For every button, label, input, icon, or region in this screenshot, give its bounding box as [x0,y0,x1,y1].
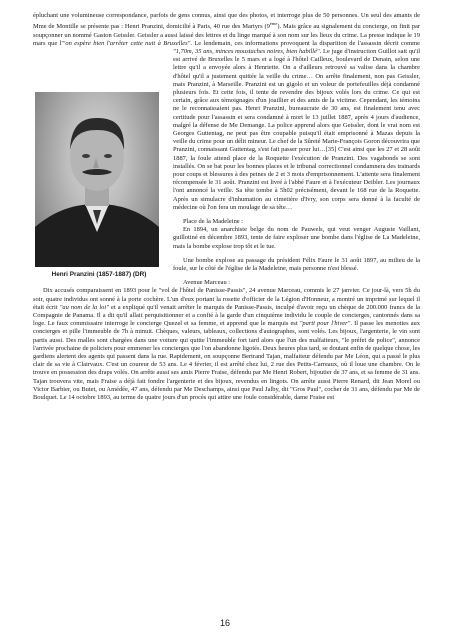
page-number: 16 [219,618,230,628]
text-run: . Le lendemain, ces informations provoquent la disparition de l'assassin décrit comme [190,39,420,47]
paragraph-marceau [33,287,420,402]
text-run: . Il passe les menottes aux concierges et pille l'immeuble de 7h à minuit. Chèques, valeurs, tableaux, collections d'autographes, sont volés. Les bijoux, l'argenterie, le vin sont partis aussi. Des malles sont chargées dans une voiture qui quitte l'immeuble fort tard alors que l'un des malfaiteurs, "le préfet de police", annonce l'arrivée prochaine de policiers pour emmener les concierges que l'on abandonne ligotés. Deux heures plus tard, se doutant enfin de quelque chose, les gardiens alertent des agents qui passent dans la rue. Rapidement, on soupçonne Bertrand Tajan, malfaiteur défendu par Me Léon, qui a passé le plus clair de sa vie à Clairvaux. C'est un coureur de 53 ans. Le 4 février, il est arrêté chez lui, 2 rue des Petits-Carreaux, où il loue une chambre. On le trouve en possession des draps volés. On arrête aussi ses amis Pierre Fraise, défendu par Me Henri Robert, bijoutier de 37 ans, et sa femme de 31 ans. Tajan trouvera vite, mais Fraise a déjà fait fondre l'argenterie et des bijoux, revendus en lingots. On arrête aussi Pierre Renard, dit Jean Morel ou Victor Barbier, ou Butet, ou Amédée, 47 ans, défendu par Me Deschamps, ainsi que Paul Jalby, dit "Gros Paul", cocher de 31 ans, défendu par Me de Boulquet. Le 14 octobre 1893, au terme de quatre jours d'un procès qui attire une foule considérable, dame Fraise est [33,320,420,402]
quote: "1,70m, 35 ans, minces moustaches noires, bien habillé" [173,47,320,55]
body-text [33,12,420,402]
text-run: et a expliqué qu'il venait arrêter le marquis de Panisse-Passis, inculpé d'avoir reçu un chèque de 200.000 francs de la Compagnie de Panama. Il a dit qu'il allait perquisitionner et a confié à la garde d'un cinquième individu le couple de concierges, cantonnés dans sa loge. Le faux commissaire interroge le concierge Quezel et sa femme, et apprend que le marquis est [33,303,421,328]
photo-figure [33,92,165,279]
paragraph-bomb-faure: Une bombe explose au passage du président Félix Faure le 31 août 1897, au milieu de la foule, sur le côté de l'église de la Madeleine, mais personne n'est blessé. [173,256,420,273]
photo-caption: Henri Pranzini (1857-1887) (DR) [51,270,147,278]
portrait-illustration [35,92,159,267]
quote: "au nom de la loi" [59,303,109,311]
quote: "on espère bien l'arrêter cette nuit à Bruxelles" [62,39,191,47]
section-heading-madeleine: Place de la Madeleine : [183,218,244,226]
text-run: Dix accusés comparaissent en 1893 pour le "vol de l'hôtel de Panisse-Passis", 24 avenue Marceau, commis le 27 janvier. Ce jour-là, vers 5h du soir, quatre individus ont sonné à la porte cochère. L'un d'eux portant la rosette d'officier de la Légion d'Honneur, a montré un imprimé sur lequel il était écrit [33,287,420,311]
section-heading-marceau: Avenue Marceau : [183,279,231,287]
paragraph-madeleine: En 1894, un anarchiste belge du nom de Pauwels, qui veut venger Auguste Vaillant, guillotiné en décembre 1893, tente de faire exploser une bombe dans l'église de La Madeleine, mais la bombe explose trop tôt et le tue. [173,226,420,250]
text-run: ). Mais grâce au signalement du concierge, on finit par soupçonner un nommé Gaston Geissler. Geissler a aussi laissé des lettres et du linge marqué à son nom sur les lieux du crime. La presse indique le 19 mars que l' [33,23,420,47]
text-run: . Le juge d'instruction Guillot sait qu'il est arrivé de Bruxelles le 5 mars et a logé à l'hôtel Cailleux, boulevard de Denain, selon une lettre qu'il a envoyée alors à Henriette. On a d'ailleurs retrouvé sa valise dans la chambre d'hôtel qu'il a justement quittée la veille du crime… On arrête finalement, non pas Geissler, mais Pranzini, à Marseille. Pranzini est un gigolo et un voleur de portefeuilles déjà condamné plusieurs fois. Et cette fois, il tente de revendre des bijoux volés lors du crime. Ce qui est certain, grâce aux témoignages d'un joaillier et des amis de la victime. Cependant, les témoins ne le reconnaissaient pas. Henri Pranzini, bureaucrate de 30 ans, est finalement tenu avec certitude pour l'assassin et sera condamné à mort le 13 juillet 1887, après 4 jours d'audience, malgré la défense de Me Demange. La police apprend alors que Geissler, dont le vrai nom est Georges Guttentag, ne peut pas être coupable puisqu'il était emprisonné à Mazas depuis la veille du crime pour un délit mineur. Le chef de la Sûreté Marie-François Goron découvrira que Pranzini, connaissant Guttentag, s'est fait passer pour lui…[35] C'est ainsi que les 27 et 28 août 1887, la foule attend place de la Roquette l'exécution de Pranzini. Des vagabonds se sont installés. On se bat pour les bonnes places et le tribunal correctionnel condamnera des trainards pour coups et blessures à des peines de 2 et 3 mois d'emprisonnement. L'attente sera finalement récompensée le 31 août. Pranzini est livré à l'abbé Faure et à l'exécuteur Deibler. Les journaux l'ont annoncé la veille. Sa tête tombe à 5h02 précisément, devant le 168 rue de la Roquette. Après un simulacre d'inhumation au cimetière d'Ivry, son corps sera donné à la faculté de médecine où l'on fera un moulage de sa tête… [173,47,420,211]
quote: "parti pour l'hiver" [299,320,351,328]
text-run: épluchant une volumineuse correspondance, parfois de gens connus, ainsi que des photos, et interroge plus de 50 personnes. Un seul des amants de Mme de Montille se présente pas : Henri Pranzini, domicilié à Paris, 40 rue des Martyrs (9 [33,12,420,31]
portrait-photo [35,92,159,267]
superscript: ème [269,21,278,27]
